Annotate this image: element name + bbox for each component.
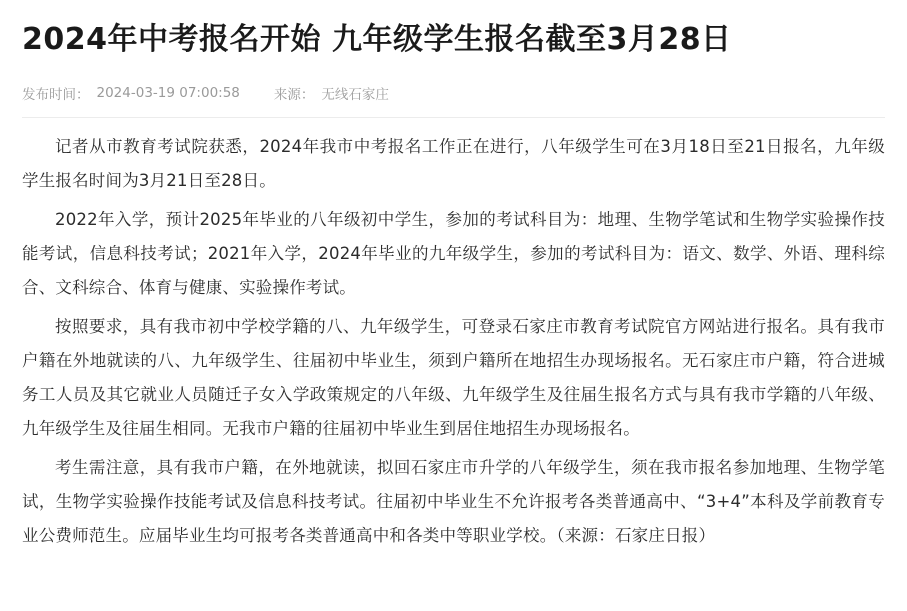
publish-time-label: 发布时间：: [22, 86, 90, 103]
publish-time-value: 2024-03-19 07:00:58: [96, 84, 240, 101]
page-title: 2024年中考报名开始 九年级学生报名截至3月28日: [22, 22, 732, 57]
publish-time: [22, 83, 240, 103]
article-source: [274, 83, 389, 103]
source-value: 无线石家庄: [321, 86, 389, 103]
paragraph: 考生需注意，具有我市户籍，在外地就读，拟回石家庄市升学的八年级学生，须在我市报名参加地理、生物学笔试，生物学实验操作技能考试及信息科技考试。往届初中毕业生不允许报考各类普通高中、“3+4”本科及学前教育专业公费师范生。应届毕业生均可报考各类普通高中和各类中等职业学校。（来源：石家庄日报）: [22, 457, 885, 545]
paragraph: 记者从市教育考试院获悉，2024年我市中考报名工作正在进行，八年级学生可在3月18日至21日报名，九年级学生报名时间为3月21日至28日。: [22, 136, 885, 190]
article-body: [22, 120, 885, 553]
paragraph: 2022年入学，预计2025年毕业的八年级初中学生，参加的考试科目为：地理、生物学笔试和生物学实验操作技能考试，信息科技考试；2021年入学，2024年毕业的九年级学生，参加的考试科目为：语文、数学、外语、理科综合、文科综合、体育与健康、实验操作考试。: [22, 209, 885, 297]
source-label: 来源：: [273, 86, 315, 103]
paragraph: 按照要求，具有我市初中学校学籍的八、九年级学生，可登录石家庄市教育考试院官方网站进行报名。具有我市户籍在外地就读的八、九年级学生、往届初中毕业生，须到户籍所在地招生办现场报名。无石家庄市户籍，符合进城务工人员及其它就业人员随迁子女入学政策规定的八年级、九年级学生及往届生报名方式与具有我市学籍的八年级、九年级学生及往届生相同。无我市户籍的往届初中毕业生到居住地招生办现场报名。: [22, 316, 885, 438]
article-meta: [22, 61, 885, 118]
